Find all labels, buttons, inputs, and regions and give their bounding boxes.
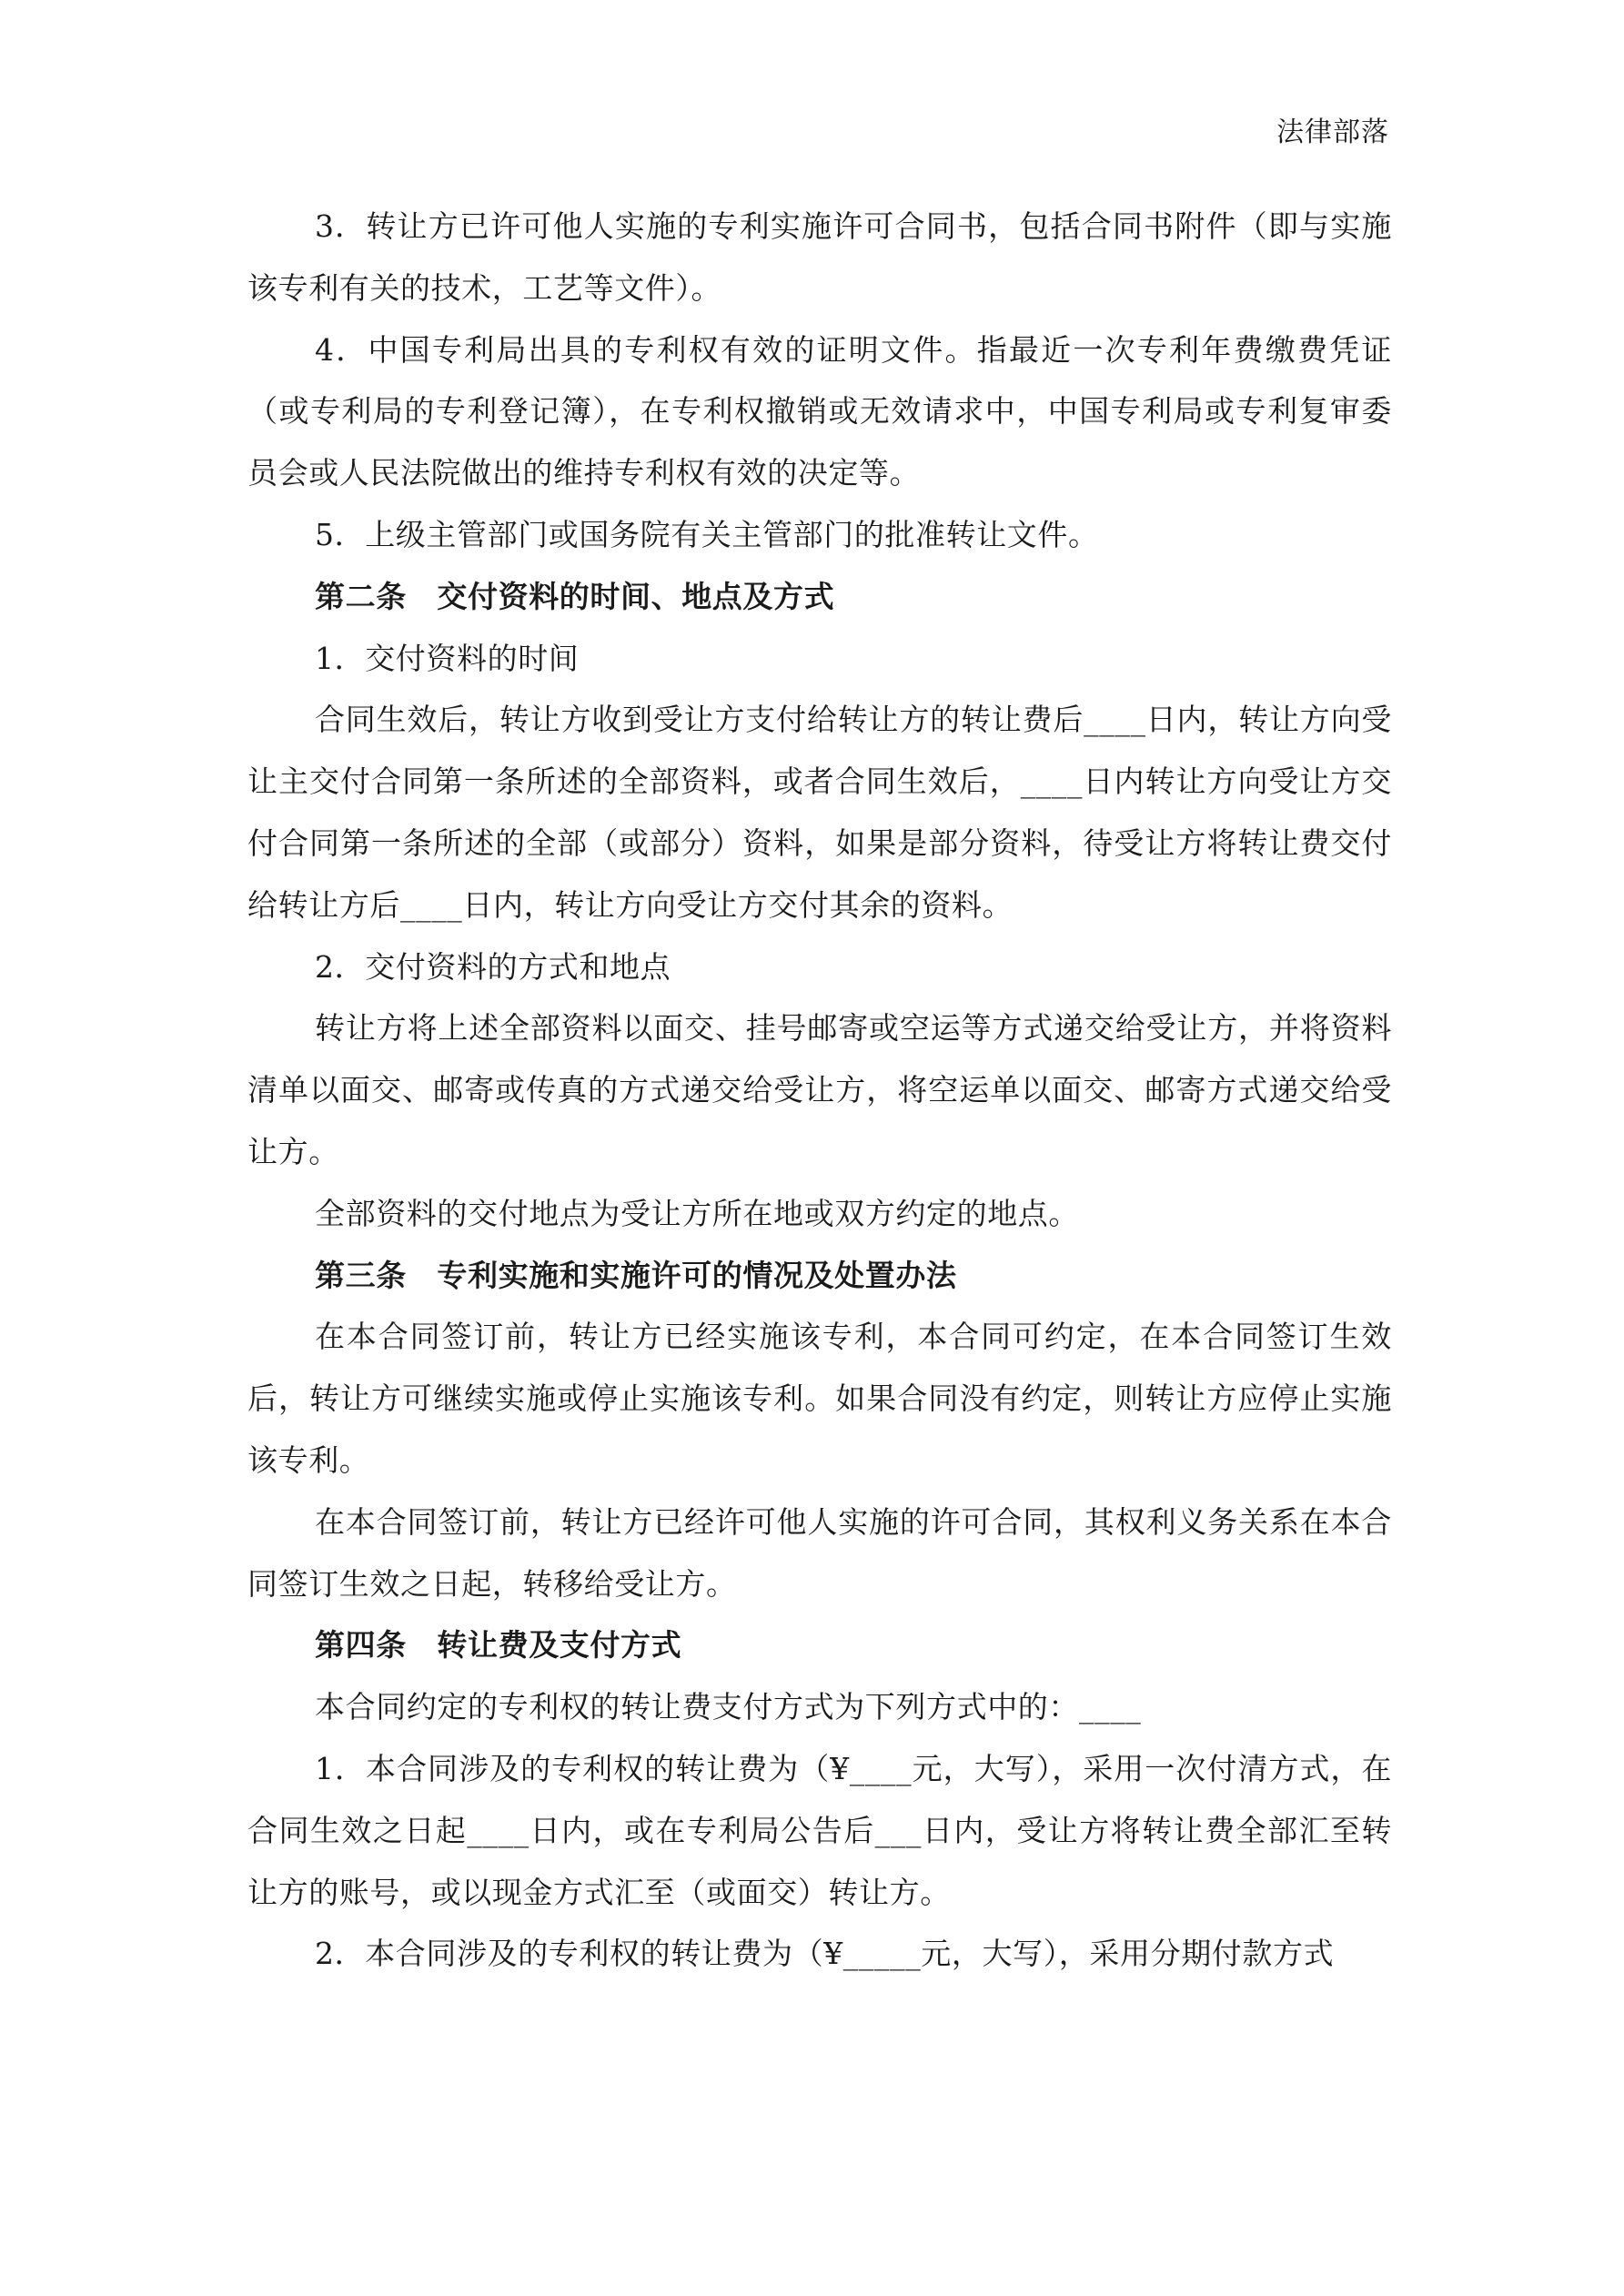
paragraph-implementation-prior: 在本合同签订前，转让方已经实施该专利，本合同可约定，在本合同签订生效后，转让方可继续实施或停止实施该专利。如果合同没有约定，则转让方应停止实施该专利。 xyxy=(247,1319,1392,1478)
paragraph-item-3-attachments: 3．转让方已许可他人实施的专利实施许可合同书，包括合同书附件（即与实施该专利有关的技术，工艺等文件）。 xyxy=(247,208,1392,306)
page-header-label: 法律部落 xyxy=(1276,116,1389,148)
paragraph-payment-lump-sum: 1．本合同涉及的专利权的转让费为（¥____元，大写），采用一次付清方式，在合同生效之日起____日内，或在专利局公告后___日内，受让方将转让费全部汇至转让方的账号，或以现金方式汇至（或面交）转让方。 xyxy=(247,1750,1392,1910)
article-4-heading: 第四条 转让费及支付方式 xyxy=(315,1627,682,1664)
paragraph-delivery-time-body: 合同生效后，转让方收到受让方支付给转让方的转让费后____日内，转让方向受让主交付合同第一条所述的全部资料，或者合同生效后，____日内转让方向受让方交付合同第一条所述的全部（或部分）资料，如果是部分资料，待受让方将转让费交付给转让方后____日内，转让方向受让方交付其余的资料。 xyxy=(247,702,1392,923)
paragraph-delivery-method-title: 2．交付资料的方式和地点 xyxy=(315,948,671,985)
paragraph-item-5-approval: 5．上级主管部门或国务院有关主管部门的批准转让文件。 xyxy=(315,516,1099,552)
paragraph-item-4-validity-proof: 4．中国专利局出具的专利权有效的证明文件。指最近一次专利年费缴费凭证（或专利局的专利登记簿），在专利权撤销或无效请求中，中国专利局或专利复审委员会或人民法院做出的维持专利权有效的决定等。 xyxy=(247,331,1392,491)
paragraph-delivery-time-title: 1．交付资料的时间 xyxy=(315,640,580,676)
paragraph-delivery-location: 全部资料的交付地点为受让方所在地或双方约定的地点。 xyxy=(315,1195,1079,1231)
paragraph-delivery-method-body: 转让方将上述全部资料以面交、挂号邮寄或空运等方式递交给受让方，并将资料清单以面交、邮寄或传真的方式递交给受让方，将空运单以面交、邮寄方式递交给受让方。 xyxy=(247,1010,1392,1169)
article-2-heading: 第二条 交付资料的时间、地点及方式 xyxy=(315,578,835,614)
paragraph-payment-installment: 2．本合同涉及的专利权的转让费为（¥_____元，大写），采用分期付款方式 xyxy=(315,1936,1335,1972)
paragraph-license-transfer: 在本合同签订前，转让方已经许可他人实施的许可合同，其权利义务关系在本合同签订生效之日起，转移给受让方。 xyxy=(247,1503,1392,1602)
document-body xyxy=(247,196,1392,1985)
paragraph-payment-method-intro: 本合同约定的专利权的转让费支付方式为下列方式中的：____ xyxy=(315,1689,1142,1725)
article-3-heading: 第三条 专利实施和实施许可的情况及处置办法 xyxy=(315,1257,957,1293)
